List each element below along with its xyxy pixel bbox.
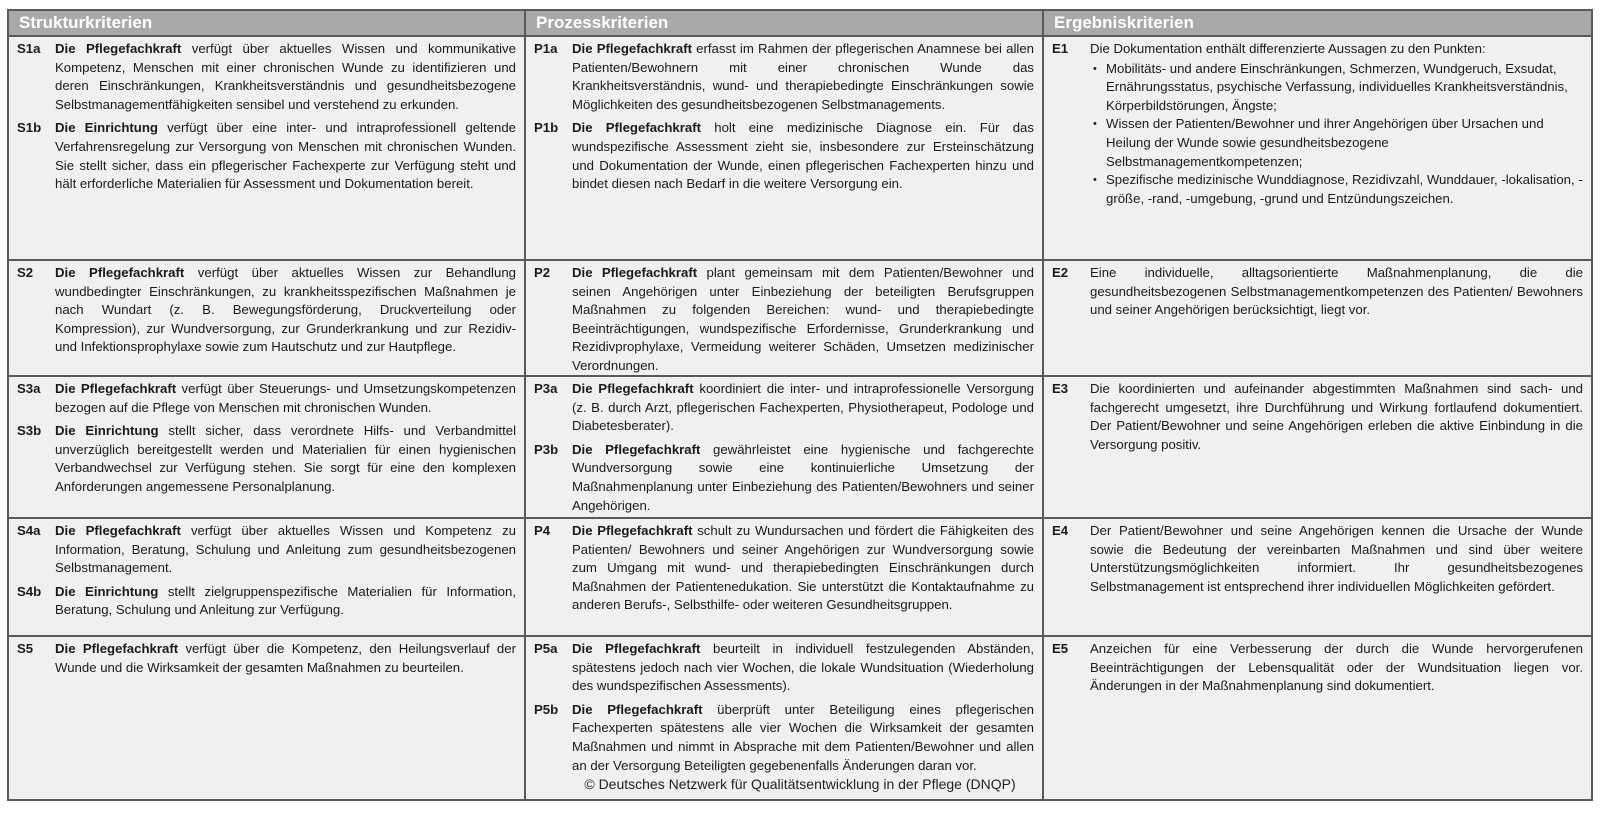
criterion-entry	[17, 583, 516, 620]
criterion-body: beurteilt in individuell festzulegenden Abständen, spätestens jedoch nach vier Wochen, die lokale Wundsituation (Wiederholung des wundspezifischen Assessments).	[572, 641, 1034, 694]
criterion-code: E2	[1052, 265, 1069, 280]
criterion-code: S2	[17, 265, 34, 280]
criterion-code: E3	[1052, 381, 1069, 396]
cell-result	[1044, 519, 1591, 635]
criterion-code: E5	[1052, 641, 1069, 656]
criterion-subject: Die Pflegefachkraft	[572, 641, 701, 656]
criterion-body: Eine individuelle, alltagsorientierte Maßnahmenplanung, die die gesundheitsbezogenen Selbstmanagementkompetenzen des Patienten/ Bewohners und seiner Angehörigen berücksichtigt, liegt vor.	[1090, 265, 1583, 318]
criterion-body: Die Dokumentation enthält differenzierte Aussagen zu den Punkten:	[1090, 41, 1486, 56]
criterion-code: P3a	[534, 381, 558, 396]
criterion-code: P2	[534, 265, 551, 280]
criterion-subject: Die Pflegefachkraft	[55, 41, 182, 56]
cell-result	[1044, 37, 1591, 259]
criterion-text	[572, 640, 1034, 696]
criterion-entry	[534, 380, 1034, 436]
criterion-entry	[17, 522, 516, 578]
criterion-body: erfasst im Rahmen der pflegerischen Anamnese bei allen Patienten/Bewohnern mit einer chronischen Wunde das Krankheitsverständnis, wund- und therapiebedingte Einschränkungen sowie Möglichkeiten des gesundheitsbezogenen Selbstmanagements.	[572, 41, 1034, 112]
criterion-body: verfügt über eine inter- und intraprofessionell geltende Verfahrensregelung zur Versorgung von Menschen mit chronischen Wunden. Sie stellt sicher, dass ein pflegerischer Fachexperte zur Verfügung steht und hält erforderliche Materialien für Assessment und Dokumentation bereit.	[55, 120, 516, 192]
criterion-text	[55, 522, 516, 578]
cell-process	[526, 37, 1044, 259]
criterion-body: verfügt über aktuelles Wissen zur Behandlung wundbedingter Einschränkungen, zu krankheitsspezifischen Maßnahmen je nach Wundart (z. B. Bewegungsförderung, Druckverteilung oder Kompression), zur Wundversorgung, zur Grunderkrankung und zur Rezidiv- und Infektionsprophylaxe sowie zum Hautschutz und zur Hautpflege.	[55, 265, 516, 355]
criterion-entry	[534, 119, 1034, 193]
criterion-entry	[534, 701, 1034, 775]
table-header	[9, 11, 1591, 37]
column-header-structure: Strukturkriterien	[9, 11, 526, 35]
criterion-code: S3a	[17, 381, 41, 396]
criterion-subject: Die Pflegefachkraft	[572, 265, 698, 280]
criterion-code: P5a	[534, 641, 558, 656]
criterion-text	[572, 119, 1034, 193]
criterion-text	[572, 380, 1034, 436]
criterion-entry	[17, 119, 516, 193]
criterion-body: verfügt über die Kompetenz, den Heilungsverlauf der Wunde und die Wirksamkeit der gesamten Maßnahmen zu beurteilen.	[55, 641, 516, 675]
criterion-text	[1090, 264, 1583, 320]
criterion-body: gewährleistet eine hygienische und fachgerechte Wundversorgung sowie eine kontinuierliche Umsetzung der Maßnahmenplanung unter Einbeziehung des Patienten/Bewohners und seiner Angehörigen.	[572, 441, 1034, 513]
criterion-body: Der Patient/Bewohner und seine Angehörigen kennen die Ursache der Wunde sowie die Bedeutung der vereinbarten Maßnahmen und sind über weitere Unterstützungsmöglichkeiten informiert. Ihr gesundheitsbezogenes Selbstmanagement ist entsprechend ihrer individuellen Möglichkeiten gefördert.	[1090, 523, 1583, 594]
criterion-entry	[534, 640, 1034, 696]
cell-structure	[9, 637, 526, 799]
criterion-text	[572, 441, 1034, 515]
column-header-result: Ergebniskriterien	[1054, 13, 1194, 32]
table-row	[9, 261, 1591, 377]
criterion-text	[572, 522, 1034, 615]
table-row	[9, 37, 1591, 261]
cell-process	[526, 519, 1044, 635]
cell-result	[1044, 261, 1591, 385]
criterion-subject: Die Einrichtung	[55, 120, 158, 136]
criterion-text	[1090, 380, 1583, 454]
criterion-entry	[17, 40, 516, 114]
criterion-code: E4	[1052, 523, 1069, 538]
criterion-body: stellt sicher, dass verordnete Hilfs- und Verbandmittel unverzüglich bereitgestellt werden und Materialien für einen hygienischen Verbandwechsel zur Verfügung stehen. Sie sorgt für eine den komplexen Anforderungen angemessene Personalplanung.	[55, 423, 517, 494]
criterion-body: holt eine medizinische Diagnose ein. Für das wundspezifische Assessment zieht sie, insbesondere zur Ersteinschätzung und Dokumentation der Wunde, einen pflegerischen Fachexperten hinzu und bindet diesen nach Bedarf in die weitere Versorgung ein.	[572, 120, 1034, 192]
criterion-code: P4	[534, 523, 551, 538]
criterion-subject: Die Pflegefachkraft	[572, 120, 702, 136]
criterion-body: stellt zielgruppenspezifische Materialien für Information, Beratung, Schulung und Anleitung zur Verfügung.	[55, 583, 516, 618]
criterion-entry	[534, 40, 1034, 114]
criterion-code: S1a	[17, 41, 41, 56]
criterion-entry	[17, 422, 516, 496]
criterion-text	[55, 640, 516, 677]
criterion-text	[55, 40, 516, 114]
criterion-entry	[17, 640, 516, 677]
criterion-text	[1090, 40, 1583, 208]
copyright-footer: © Deutsches Netzwerk für Qualitätsentwicklung in der Pflege (DNQP)	[584, 776, 1016, 792]
criterion-text	[55, 422, 516, 496]
criterion-body: überprüft unter Beteiligung eines pflegerischen Fachexperten spätestens alle vier Wochen die Wirksamkeit der gesamten Maßnahmen und nimmt in Absprache mit dem Patienten/Bewohner und allen an der Versorgung Beteiligten gegebenenfalls Änderungen daran vor.	[572, 701, 1034, 773]
criterion-subject: Die Pflegefachkraft	[572, 381, 694, 396]
criterion-body: plant gemeinsam mit dem Patienten/Bewohner und seinen Angehörigen unter Einbeziehung der beteiligten Berufsgruppen Maßnahmen zu folgenden Bereichen: wund- und therapiebedingte Beeinträchtigungen, wundspezifische Erfordernisse, Grunderkrankung und Rezidivprophylaxe, Vermeidung weiterer Schäden, Umsetzen medizinischer Verordnungen.	[572, 265, 1034, 373]
column-header-process: Prozesskriterien	[526, 11, 1044, 35]
criterion-entry	[1052, 264, 1583, 320]
criterion-entry	[17, 264, 516, 357]
criterion-text	[1090, 522, 1583, 596]
criterion-subject: Die Pflegefachkraft	[572, 523, 693, 538]
cell-process	[526, 377, 1044, 524]
criterion-code: E1	[1052, 41, 1069, 56]
cell-structure	[9, 37, 526, 259]
criterion-subject: Die Pflegefachkraft	[572, 701, 703, 717]
criterion-text	[572, 701, 1034, 775]
criterion-subject: Die Pflegefachkraft	[55, 523, 181, 538]
bullet-item: • Mobilitäts- und andere Einschränkungen, Schmerzen, Wundgeruch, Exsudat, Ernährungsstatus, psychische Verfassung, individuelles Krankheitsverständnis, Körperbildstörungen, Ängste;	[1106, 60, 1583, 116]
criterion-subject: Die Pflegefachkraft	[55, 381, 177, 396]
criterion-code: P1a	[534, 41, 558, 56]
criterion-text	[572, 40, 1034, 114]
criterion-code: S3b	[17, 423, 42, 439]
criterion-body: verfügt über Steuerungs- und Umsetzungskompetenzen bezogen auf die Pflege von Menschen mit chronischen Wunden.	[55, 381, 517, 415]
criterion-subject: Die Pflegefachkraft	[55, 265, 185, 280]
cell-process	[526, 261, 1044, 385]
criterion-text	[55, 583, 516, 620]
criterion-text	[55, 264, 516, 357]
criterion-code: P3b	[534, 441, 559, 457]
criterion-entry	[17, 380, 516, 417]
criterion-code: S4a	[17, 523, 41, 538]
criterion-subject: Die Einrichtung	[55, 423, 159, 439]
criterion-body: schult zu Wundursachen und fördert die Fähigkeiten des Patienten/ Bewohners und seiner Angehörigen zur Wundversorgung sowie zum Umgang mit wund- und therapiebedingten Einschränkungen durch Maßnahmen der Patientenedukation. Sie unterstützt die Kontaktaufnahme zu anderen Berufs-, Selbsthilfe- oder weiteren Gesundheitsgruppen.	[572, 523, 1035, 613]
criterion-subject: Die Pflegefachkraft	[55, 641, 179, 656]
criterion-entry	[534, 441, 1034, 515]
criterion-entry	[534, 522, 1034, 615]
cell-result	[1044, 377, 1591, 524]
table-row	[9, 377, 1591, 519]
criterion-code: P1b	[534, 120, 559, 136]
criterion-body: verfügt über aktuelles Wissen und kommunikative Kompetenz, Menschen mit einer chronischen Wunde zu identifizieren und deren Einschränkungen, Krankheitsverständnis und gesundheitsbezogene Selbstmanagementfähigkeiten sensibel und verstehend zu erkunden.	[55, 41, 516, 112]
criterion-body: verfügt über aktuelles Wissen und Kompetenz zu Information, Beratung, Schulung und Anleitung zum gesundheitsbezogenen Selbstmanagement.	[55, 523, 516, 576]
cell-structure	[9, 377, 526, 524]
cell-structure	[9, 261, 526, 385]
criterion-text	[1090, 640, 1583, 696]
criterion-code: S1b	[17, 120, 42, 136]
criterion-subject: Die Pflegefachkraft	[572, 441, 701, 457]
criterion-subject: Die Pflegefachkraft	[572, 41, 692, 56]
criterion-body: Die koordinierten und aufeinander abgestimmten Maßnahmen sind sach- und fachgerecht umgesetzt, ihre Durchführung und Wirkung fortlaufend dokumentiert. Der Patient/Bewohner und seine Angehörigen erleben die aktive Einbindung in die Versorgung positiv.	[1090, 381, 1583, 452]
criterion-entry	[534, 264, 1034, 376]
criterion-entry	[1052, 640, 1583, 696]
criterion-entry	[1052, 40, 1583, 208]
criterion-body: Anzeichen für eine Verbesserung der durch die Wunde hervorgerufenen Beeinträchtigungen der Lebensqualität oder der Wundsituation liegen vor. Änderungen in der Maßnahmenplanung sind dokumentiert.	[1090, 641, 1583, 694]
criterion-code: S5	[17, 641, 34, 656]
cell-result	[1044, 637, 1591, 799]
criterion-subject: Die Einrichtung	[55, 583, 159, 599]
bullet-item: • Wissen der Patienten/Bewohner und ihrer Angehörigen über Ursachen und Heilung der Wunde sowie gesundheitsbezogene Selbstmanagementkompetenzen;	[1106, 115, 1583, 171]
criterion-text	[572, 264, 1034, 376]
criterion-text	[55, 119, 516, 193]
criterion-text	[55, 380, 516, 417]
criterion-entry	[1052, 380, 1583, 454]
cell-process	[526, 637, 1044, 799]
criterion-code: S4b	[17, 583, 42, 599]
table-row	[9, 637, 1591, 799]
criterion-entry	[1052, 522, 1583, 596]
table-body	[9, 37, 1591, 799]
criterion-body: koordiniert die inter- und intraprofessionelle Versorgung (z. B. durch Arzt, pflegerischen Fachexperten, Physiotherapeut, Podologe und Diabetesberater).	[572, 381, 1034, 434]
criteria-table	[7, 9, 1593, 801]
cell-structure	[9, 519, 526, 635]
table-row	[9, 519, 1591, 637]
bullet-item: • Spezifische medizinische Wunddiagnose, Rezidivzahl, Wunddauer, -lokalisation, -größe, -rand, -umgebung, -grund und Entzündungszeichen.	[1106, 171, 1583, 208]
bullet-list	[1090, 60, 1583, 209]
criterion-code: P5b	[534, 701, 559, 717]
